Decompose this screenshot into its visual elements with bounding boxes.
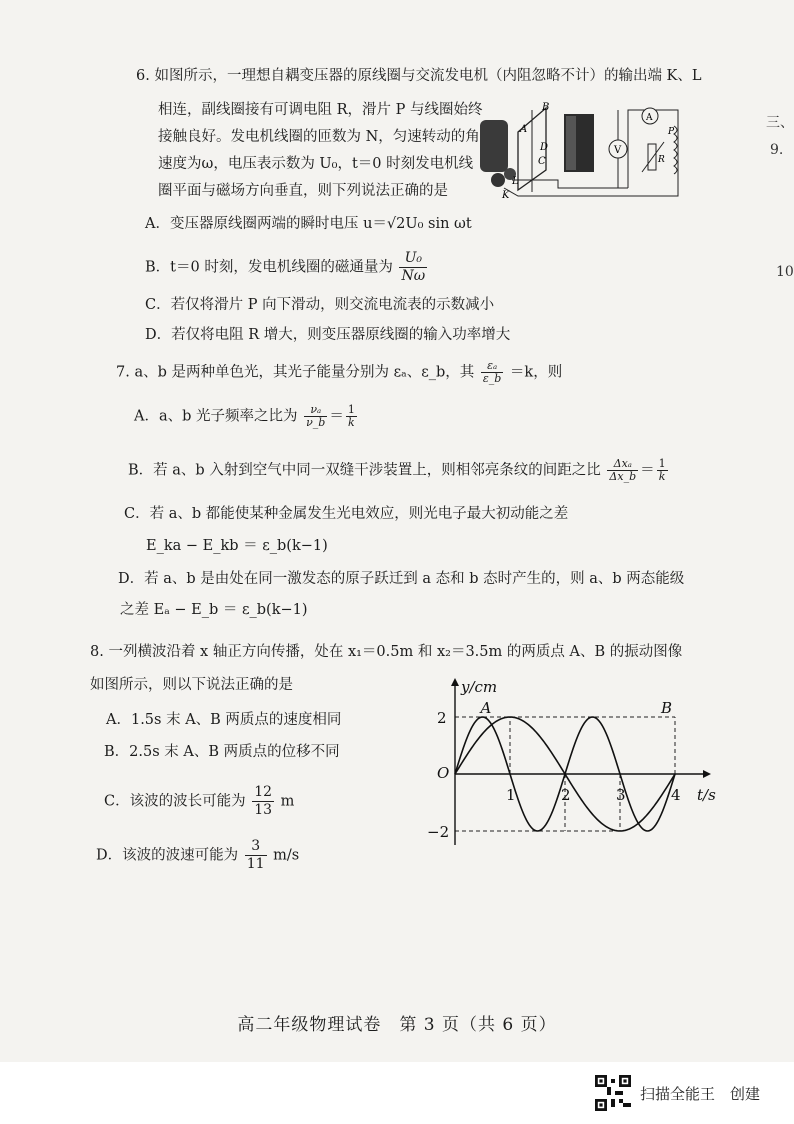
series-label-B: B xyxy=(661,699,673,717)
q8-option-d: D．该波的波速可能为 $\frac{3}{11}$ m/s xyxy=(96,838,300,872)
fig-label-L: L xyxy=(512,176,519,187)
fig-label-A: A xyxy=(520,124,528,135)
fig-label-P: P xyxy=(668,127,675,137)
q6-circuit-figure xyxy=(478,100,688,202)
side-section-mark: 三、 xyxy=(766,115,794,131)
q6-option-c: C．若仅将滑片 P 向下滑动，则交流电流表的示数减小 xyxy=(145,297,495,313)
q8-option-b: B．2.5s 末 A、B 两质点的位移不同 xyxy=(104,744,340,760)
q7-option-c-line1: C．若 a、b 都能使某种金属发生光电效应，则光电子最大初动能之差 xyxy=(124,506,569,522)
q8-line1: 8. 一列横波沿着 x 轴正方向传播，处在 x₁＝0.5m 和 x₂＝3.5m 的两质点 A、B 的振动图像 xyxy=(90,644,683,660)
q6-line3: 接触良好。发电机线圈的匝数为 N，匀速转动的角 xyxy=(158,129,480,145)
q7-option-c-line2: E_ka − E_kb ＝ ε_b(k−1) xyxy=(146,538,328,554)
side-q9-mark: 9. xyxy=(770,142,784,158)
q6-option-d: D．若仅将电阻 R 增大，则变压器原线圈的输入功率增大 xyxy=(145,327,511,343)
x-axis-label: t/s xyxy=(697,786,716,804)
side-q10-mark: 10 xyxy=(776,264,794,280)
q7-option-d-line2: 之差 Eₐ − E_b ＝ ε_b(k−1) xyxy=(120,602,308,618)
q7-option-a: A．a、b 光子频率之比为 $\frac{\text{νₐ}}{\nu\_b}$ ＝ $\frac{1}{k}$ xyxy=(134,403,355,429)
fig-label-C: C xyxy=(538,156,546,167)
origin-label: O xyxy=(437,764,450,782)
x-tick-label-3: 3 xyxy=(616,786,626,804)
y-axis-arrow xyxy=(451,678,459,686)
x-tick-label-1: 1 xyxy=(506,786,516,804)
fig-label-R: R xyxy=(658,155,665,165)
q8-line2: 如图所示，则以下说法正确的是 xyxy=(90,677,293,693)
fig-label-K: K xyxy=(502,190,510,201)
page-footer: 高二年级物理试卷 第 3 页（共 6 页） xyxy=(237,1015,557,1035)
q7-stem: 7. a、b 是两种单色光，其光子能量分别为 εₐ、ε_b，其 $\frac{\text{εₐ}}{\varepsilon\_b}$ ＝k，则 xyxy=(116,359,563,385)
q7-option-d-line1: D．若 a、b 是由处在同一激发态的原子跃迁到 a 态和 b 态时产生的，则 a、b 两态能级 xyxy=(118,571,685,587)
q6-line4: 速度为ω，电压表示数为 U₀，t＝0 时刻发电机线 xyxy=(158,156,474,172)
q7-option-b: B．若 a、b 入射到空气中同一双缝干涉装置上，则相邻亮条纹的间距之比 $\frac{\text{Δxₐ}}{\Delta x\_b}$ ＝ $\frac{1}{k}$ xyxy=(128,457,666,483)
qr-code-icon xyxy=(595,1075,631,1111)
q8-vibration-chart xyxy=(410,678,716,858)
q8-option-a: A．1.5s 末 A、B 两质点的速度相同 xyxy=(106,712,342,728)
q6-option-b: B．t＝0 时刻，发电机线圈的磁通量为 $\frac{\text{U₀}}{N\omega}$ xyxy=(145,250,426,284)
scanner-watermark: 扫描全能王 创建 xyxy=(640,1085,761,1103)
q6-line1: 6. 如图所示，一理想自耦变压器的原线圈与交流发电机（内阻忽略不计）的输出端 K、L xyxy=(136,68,702,84)
fig-label-D: D xyxy=(540,142,549,153)
fig-voltmeter: V xyxy=(614,145,622,156)
y-axis-label: y/cm xyxy=(461,678,498,696)
q6-option-a: A．变压器原线圈两端的瞬时电压 u＝√2U₀ sin ωt xyxy=(145,216,472,232)
y-tick-label-neg2: −2 xyxy=(427,823,450,841)
x-tick-label-4: 4 xyxy=(671,786,681,804)
q6-line5: 圈平面与磁场方向垂直，则下列说法正确的是 xyxy=(158,183,448,199)
q6-line2: 相连，副线圈接有可调电阻 R，滑片 P 与线圈始终 xyxy=(158,102,483,118)
series-label-A: A xyxy=(480,699,492,717)
fig-ammeter: A xyxy=(646,113,653,123)
fig-label-B: B xyxy=(542,102,550,113)
q8-option-c: C．该波的波长可能为 $\frac{12}{13}$ m xyxy=(104,784,295,818)
x-tick-label-2: 2 xyxy=(561,786,571,804)
x-axis-arrow xyxy=(703,770,711,778)
y-tick-label-2: 2 xyxy=(437,709,447,727)
